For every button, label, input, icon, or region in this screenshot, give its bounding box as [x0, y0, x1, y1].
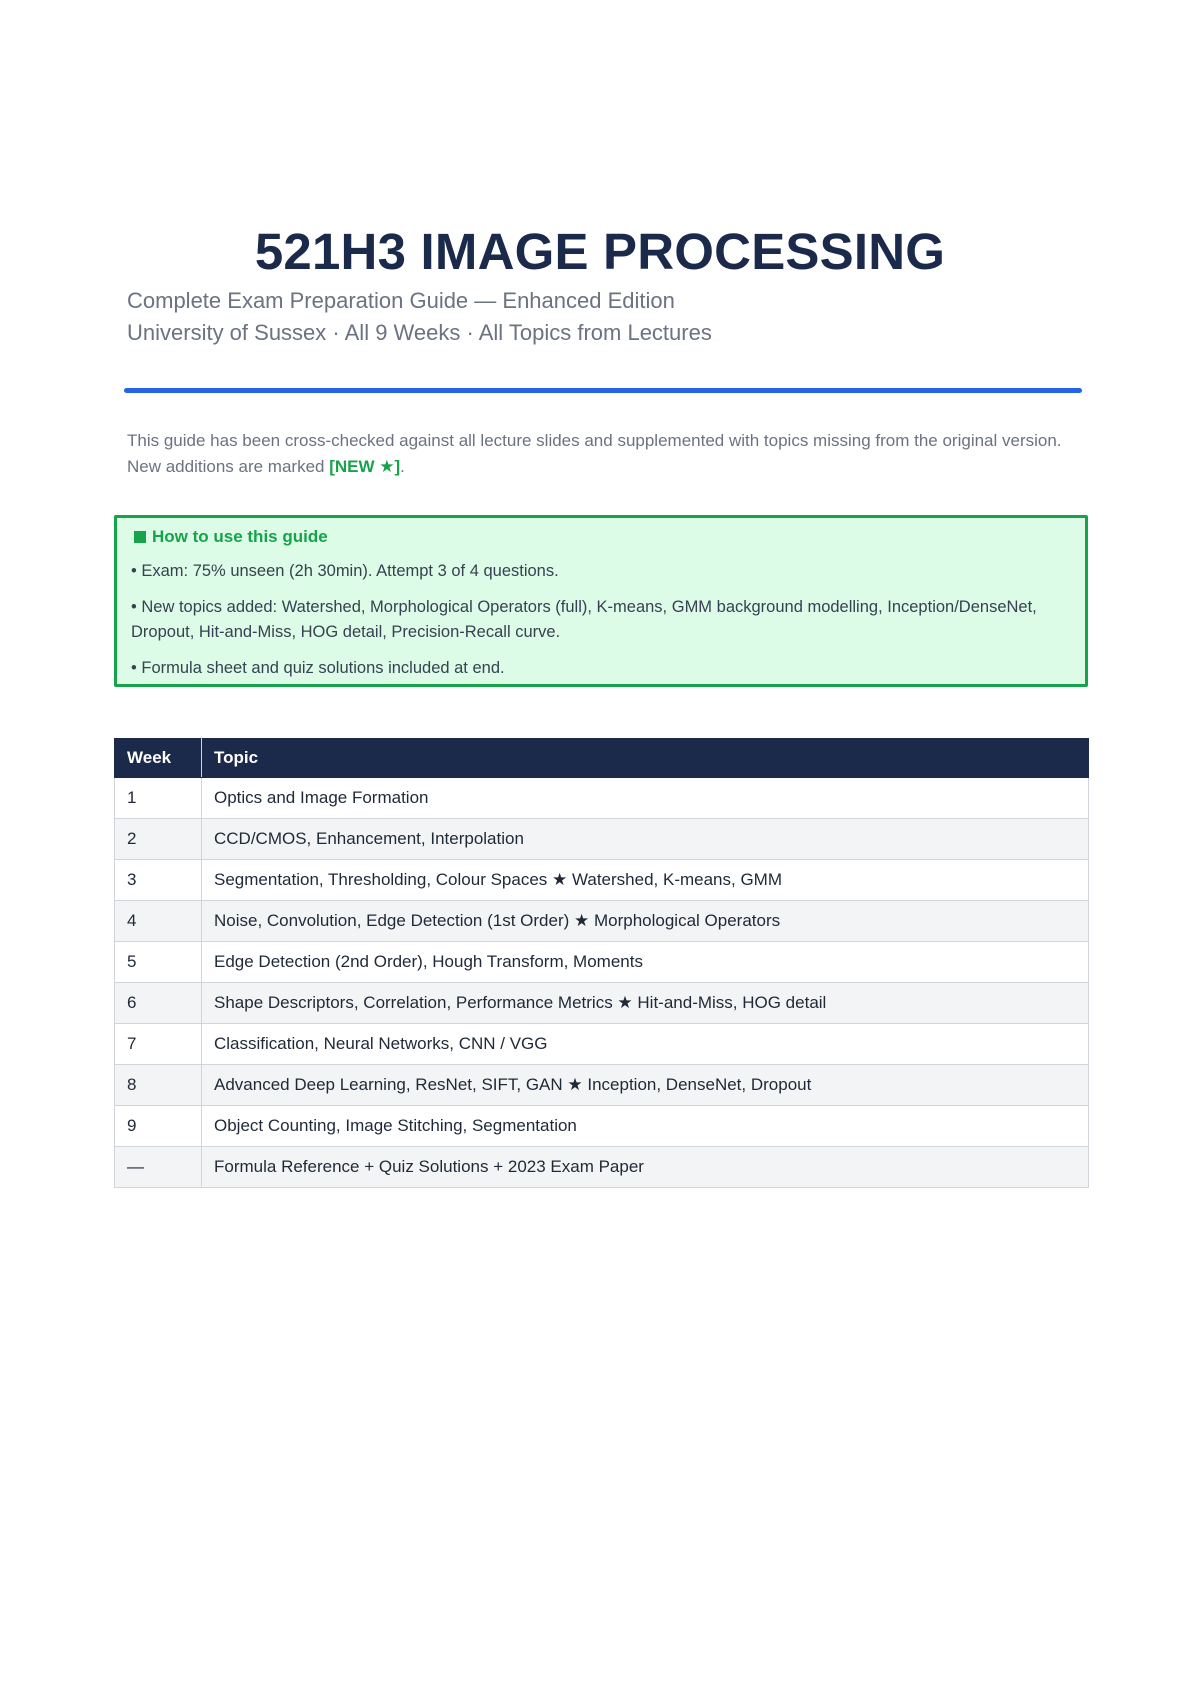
new-marker: [NEW ★] — [329, 457, 401, 476]
week-cell: — — [115, 1147, 202, 1188]
week-topic-table — [114, 738, 1089, 1188]
table-row — [115, 819, 1089, 860]
week-cell: 2 — [115, 819, 202, 860]
topic-cell: Edge Detection (2nd Order), Hough Transform, Moments — [202, 942, 1089, 983]
table-row — [115, 1106, 1089, 1147]
topic-cell: Formula Reference + Quiz Solutions + 2023 Exam Paper — [202, 1147, 1089, 1188]
topic-cell: Classification, Neural Networks, CNN / VGG — [202, 1024, 1089, 1065]
topic-cell: Object Counting, Image Stitching, Segmentation — [202, 1106, 1089, 1147]
callout-item-new-topics: • New topics added: Watershed, Morphological Operators (full), K-means, GMM background modelling, Inception/DenseNet, Dropout, Hit-and-Miss, HOG detail, Precision-Recall curve. — [131, 598, 1037, 641]
week-cell: 6 — [115, 983, 202, 1024]
callout-heading — [134, 524, 1071, 550]
table-row — [115, 778, 1089, 819]
week-cell: 9 — [115, 1106, 202, 1147]
table-row — [115, 983, 1089, 1024]
topic-cell: Segmentation, Thresholding, Colour Spaces ★ Watershed, K-means, GMM — [202, 860, 1089, 901]
topic-cell: CCD/CMOS, Enhancement, Interpolation — [202, 819, 1089, 860]
table-row — [115, 901, 1089, 942]
subtitle-edition: Complete Exam Preparation Guide — Enhanced Edition — [127, 288, 675, 313]
header-week: Week — [115, 739, 202, 778]
how-to-use-callout — [114, 515, 1088, 687]
table-row — [115, 1024, 1089, 1065]
week-cell: 1 — [115, 778, 202, 819]
intro-paragraph — [127, 428, 1087, 480]
callout-heading-text: How to use this guide — [152, 527, 328, 546]
week-cell: 7 — [115, 1024, 202, 1065]
table-row — [115, 1147, 1089, 1188]
topic-cell: Advanced Deep Learning, ResNet, SIFT, GAN ★ Inception, DenseNet, Dropout — [202, 1065, 1089, 1106]
table-header-row — [115, 739, 1089, 778]
header-topic: Topic — [202, 739, 1089, 778]
callout-item-exam: • Exam: 75% unseen (2h 30min). Attempt 3 of 4 questions. — [131, 562, 559, 580]
table-row — [115, 860, 1089, 901]
topic-cell: Noise, Convolution, Edge Detection (1st Order) ★ Morphological Operators — [202, 901, 1089, 942]
square-bullet-icon — [134, 531, 146, 543]
title-divider — [124, 388, 1082, 393]
week-cell: 5 — [115, 942, 202, 983]
intro-end: . — [400, 457, 405, 476]
table-row — [115, 942, 1089, 983]
week-cell: 4 — [115, 901, 202, 942]
week-cell: 3 — [115, 860, 202, 901]
week-cell: 8 — [115, 1065, 202, 1106]
table-row — [115, 1065, 1089, 1106]
subtitle-institution: University of Sussex · All 9 Weeks · All Topics from Lectures — [127, 320, 712, 345]
intro-text: This guide has been cross-checked against all lecture slides and supplemented with topics missing from the original version. New additions are marked — [127, 431, 1062, 476]
topic-cell: Optics and Image Formation — [202, 778, 1089, 819]
topic-cell: Shape Descriptors, Correlation, Performance Metrics ★ Hit-and-Miss, HOG detail — [202, 983, 1089, 1024]
document-title: 521H3 IMAGE PROCESSING — [254, 223, 946, 280]
callout-item-formula-sheet: • Formula sheet and quiz solutions included at end. — [131, 659, 505, 677]
